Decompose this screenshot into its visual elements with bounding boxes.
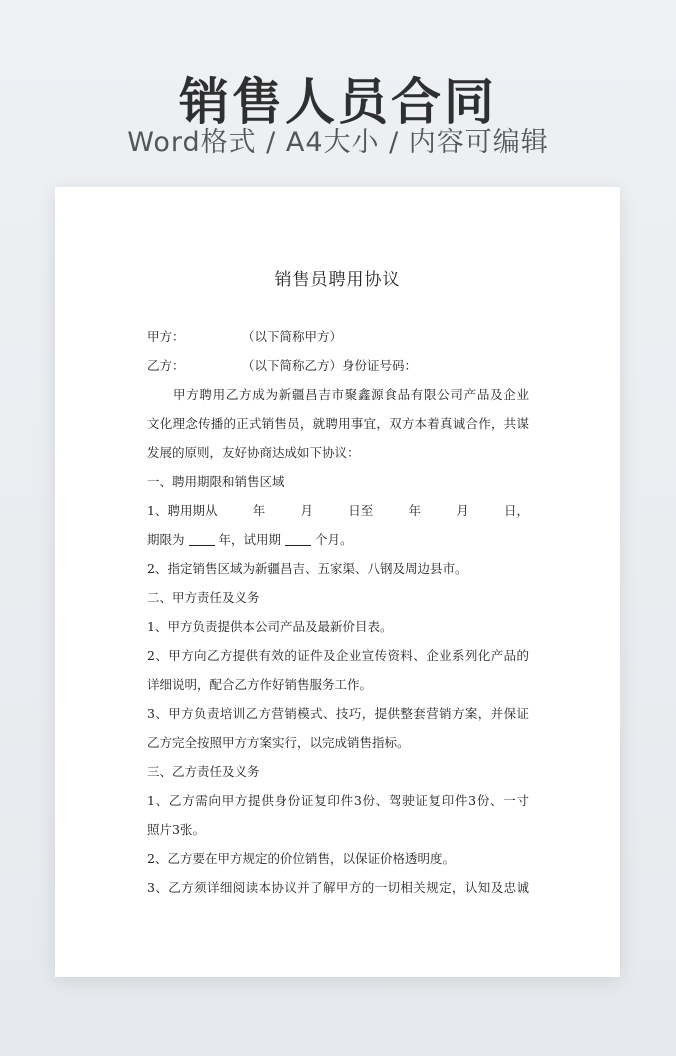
party-b-note: （以下简称乙方）身份证号码： xyxy=(242,358,418,373)
party-b-line xyxy=(147,351,529,380)
clause-b-1-line-2: 照片3张。 xyxy=(147,822,205,837)
party-a-label: 甲方： xyxy=(147,329,185,344)
document-body xyxy=(147,322,529,902)
section-heading-2: 二、甲方责任及义务 xyxy=(147,590,260,605)
party-a-line xyxy=(147,322,529,351)
term-year-1: 年 xyxy=(252,503,266,518)
term-day-1: 日至 xyxy=(348,503,374,518)
term-month-2: 月 xyxy=(456,503,469,518)
term-trial-label: 年，试用期 xyxy=(218,532,282,547)
trial-months-blank xyxy=(285,531,311,546)
term-date-line xyxy=(147,496,529,525)
term-day-2: 日， xyxy=(503,503,529,518)
hero-title: 销售人员合同 xyxy=(179,73,497,131)
term-years-blank xyxy=(189,531,215,546)
intro-line-3: 发展的原则，友好协商达成如下协议： xyxy=(147,445,360,460)
term-month-1: 月 xyxy=(300,503,313,518)
intro-line-2: 文化理念传播的正式销售员，就聘用事宜，双方本着真诚合作，共谋 xyxy=(147,416,529,431)
term-area-line: 2、指定销售区域为新疆昌吉、五家渠、八钢及周边县市。 xyxy=(147,561,468,576)
term-period-label: 期限为 xyxy=(147,532,185,547)
clause-a-2-line-1: 2、甲方向乙方提供有效的证件及企业宣传资料、企业系列化产品的 xyxy=(147,648,529,663)
party-b-label: 乙方： xyxy=(147,358,185,373)
section-heading-1: 一、聘用期限和销售区域 xyxy=(147,474,285,489)
term-start-label: 1、聘用期从 xyxy=(147,503,218,518)
section-heading-3: 三、乙方责任及义务 xyxy=(147,764,260,779)
party-a-note: （以下简称甲方） xyxy=(242,329,343,344)
clause-a-1: 1、甲方负责提供本公司产品及最新价目表。 xyxy=(147,619,393,634)
clause-b-1-line-1: 1、乙方需向甲方提供身份证复印件3份、驾驶证复印件3份、一寸 xyxy=(147,793,529,808)
term-year-2: 年 xyxy=(408,503,421,518)
intro-line-1: 甲方聘用乙方成为新疆昌吉市聚鑫源食品有限公司产品及企业 xyxy=(173,387,529,402)
clause-a-3-line-2: 乙方完全按照甲方方案实行，以完成销售指标。 xyxy=(147,735,410,750)
clause-a-2-line-2: 详细说明，配合乙方作好销售服务工作。 xyxy=(147,677,373,692)
hero-subtitle: Word格式 / A4大小 / 内容可编辑 xyxy=(127,127,549,158)
term-period-line xyxy=(147,525,529,554)
clause-b-3-line-1: 3、乙方须详细阅读本协议并了解甲方的一切相关规定，认知及忠诚 xyxy=(147,880,529,895)
document-title: 销售员聘用协议 xyxy=(274,270,401,290)
clause-b-2: 2、乙方要在甲方规定的价位销售，以保证价格透明度。 xyxy=(147,851,455,866)
term-months-label: 个月。 xyxy=(315,532,353,547)
document-page xyxy=(55,187,620,977)
clause-a-3-line-1: 3、甲方负责培训乙方营销模式、技巧，提供整套营销方案，并保证 xyxy=(147,706,529,721)
